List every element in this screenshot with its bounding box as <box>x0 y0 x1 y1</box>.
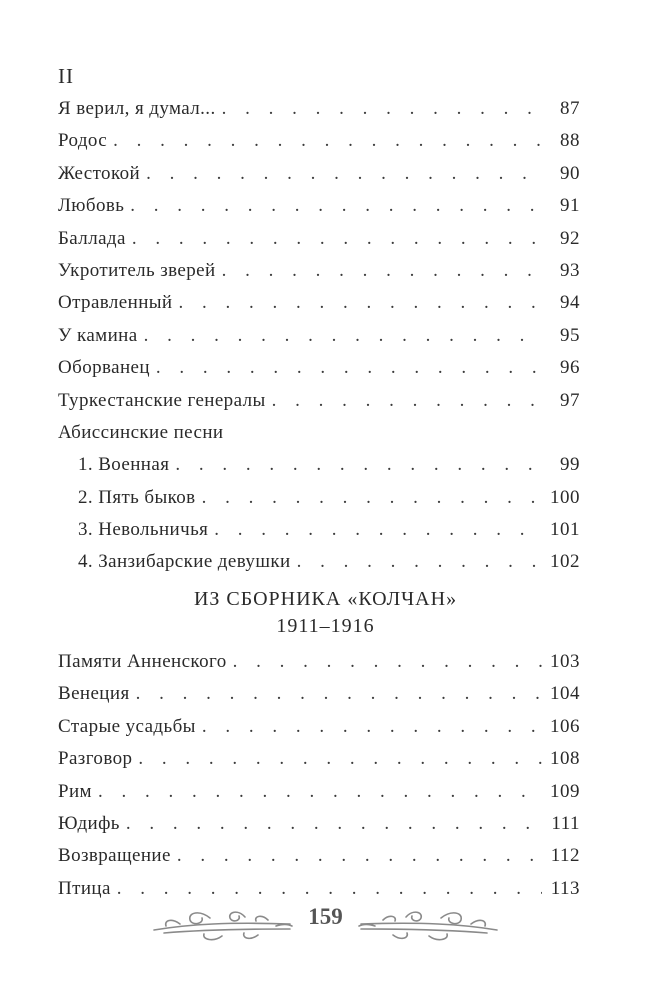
toc-entry-title: 1. Военная <box>78 454 170 476</box>
toc-entry[interactable] <box>58 320 580 352</box>
toc-entry-title: Юдифь <box>58 812 120 834</box>
toc-entry-title: Птица <box>58 877 111 899</box>
toc-entry-title: 2. Пять быков <box>78 486 196 508</box>
toc-subentry[interactable] <box>58 546 580 578</box>
toc-leader-dots <box>98 776 542 808</box>
toc-group-heading: Абиссинские песни <box>58 421 224 443</box>
page-footer <box>150 900 501 944</box>
toc-entry[interactable] <box>58 646 580 678</box>
page-number: 159 <box>308 904 343 929</box>
toc-list-kolchan <box>58 646 580 905</box>
toc-subentry[interactable] <box>58 449 580 481</box>
collection-title: ИЗ СБОРНИКА «КОЛЧАН» <box>193 588 458 610</box>
toc-entry-page: 104 <box>550 683 580 705</box>
toc-entry-title: Родос <box>58 130 108 152</box>
toc-entry-page: 97 <box>560 389 580 411</box>
toc-entry-page: 92 <box>560 227 580 249</box>
toc-leader-dots <box>272 385 542 417</box>
collection-years: 1911–1916 <box>276 615 375 637</box>
toc-entry[interactable] <box>58 125 580 157</box>
toc-entry-title: 3. Невольничья <box>78 519 209 541</box>
toc-entry-title: Баллада <box>58 227 126 249</box>
toc-leader-dots <box>177 840 542 872</box>
toc-entry-page: 111 <box>551 812 580 834</box>
toc-leader-dots <box>138 743 542 775</box>
toc-entry-page: 103 <box>550 651 580 672</box>
toc-entry[interactable] <box>58 678 580 710</box>
toc-entry-page: 99 <box>560 454 580 476</box>
toc-leader-dots <box>214 514 542 546</box>
toc-entry-page: 112 <box>550 845 580 867</box>
toc-entry-page: 109 <box>550 780 580 802</box>
toc-leader-dots <box>202 482 542 514</box>
toc-entry[interactable] <box>58 840 580 872</box>
toc-entry-page: 101 <box>550 519 580 541</box>
toc-entry[interactable] <box>58 93 580 125</box>
toc-entry-page: 88 <box>560 130 580 152</box>
toc-entry-page: 106 <box>550 715 580 737</box>
toc-entry-page: 102 <box>550 551 580 573</box>
toc-entry-title: Возвращение <box>58 845 171 867</box>
toc-entry[interactable] <box>58 385 580 417</box>
toc-entry-title: Венеция <box>58 683 130 705</box>
toc-entry-page: 113 <box>550 877 580 899</box>
toc-subentry[interactable] <box>58 482 580 514</box>
toc-entry-title: Разговор <box>58 748 133 770</box>
toc-list-section-two <box>58 93 580 579</box>
toc-entry-page: 96 <box>560 357 580 379</box>
toc-entry-page: 87 <box>560 98 580 119</box>
toc-entry-page: 94 <box>560 292 580 314</box>
toc-leader-dots <box>297 546 542 578</box>
toc-leader-dots <box>126 808 542 840</box>
toc-entry-page: 93 <box>560 259 580 281</box>
toc-entry[interactable] <box>58 711 580 743</box>
toc-leader-dots <box>222 255 542 287</box>
toc-entry[interactable] <box>58 776 580 808</box>
toc-leader-dots <box>179 287 543 319</box>
toc-leader-dots <box>132 223 542 255</box>
toc-entry[interactable] <box>58 808 580 840</box>
toc-leader-dots <box>202 711 542 743</box>
toc-leader-dots <box>233 646 542 678</box>
toc-leader-dots <box>175 449 542 481</box>
toc-entry-page: 91 <box>560 195 580 217</box>
toc-leader-dots <box>146 158 542 190</box>
collection-heading <box>0 586 651 640</box>
toc-entry[interactable] <box>58 158 580 190</box>
toc-entry-title: У камина <box>58 324 138 346</box>
toc-entry[interactable] <box>58 255 580 287</box>
toc-entry-title: Старые усадьбы <box>58 715 196 737</box>
toc-entry-title: Любовь <box>58 195 125 217</box>
toc-entry-page: 108 <box>550 748 580 770</box>
toc-entry[interactable] <box>58 352 580 384</box>
toc-entry[interactable] <box>58 190 580 222</box>
toc-entry-title: Туркестанские генералы <box>58 389 266 411</box>
toc-leader-dots <box>144 320 542 352</box>
toc-entry-title: Памяти Анненского <box>58 651 227 672</box>
section-mark: II <box>58 64 74 88</box>
toc-entry-title: Рим <box>58 780 92 802</box>
toc-leader-dots <box>222 93 542 125</box>
toc-entry-title: Отравленный <box>58 292 173 314</box>
toc-entry[interactable] <box>58 223 580 255</box>
toc-entry-title: 4. Занзибарские девушки <box>78 551 291 573</box>
toc-leader-dots <box>156 352 542 384</box>
toc-entry-title: Оборванец <box>58 357 150 379</box>
toc-subentry[interactable] <box>58 514 580 546</box>
toc-entry[interactable] <box>58 287 580 319</box>
toc-leader-dots <box>113 125 542 157</box>
toc-entry-page: 90 <box>560 162 580 184</box>
toc-entry-title: Укротитель зверей <box>58 259 216 281</box>
toc-entry[interactable] <box>58 743 580 775</box>
toc-leader-dots <box>136 678 542 710</box>
toc-entry-title: Жестокой <box>58 162 141 184</box>
toc-entry-page: 100 <box>550 486 580 508</box>
toc-entry-title: Я верил, я думал... <box>58 98 216 119</box>
toc-leader-dots <box>130 190 542 222</box>
toc-entry-page: 95 <box>560 324 580 346</box>
